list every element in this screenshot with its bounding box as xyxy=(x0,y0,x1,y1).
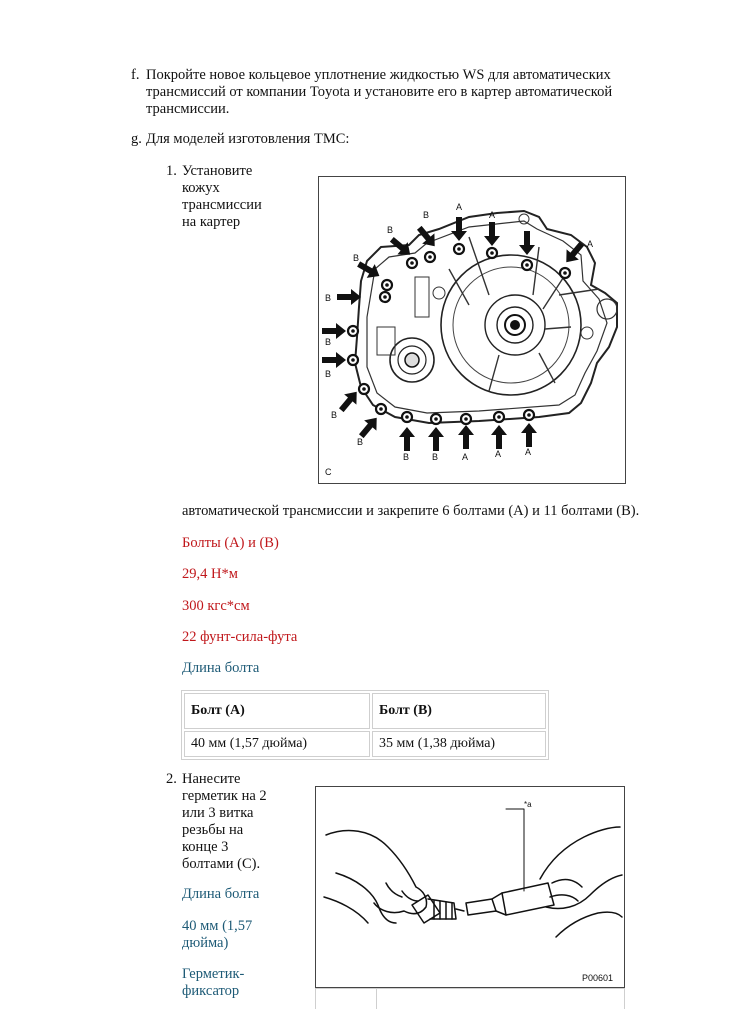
sealant-application-figure xyxy=(315,786,625,988)
sealant-illustration xyxy=(316,787,624,987)
label-a: A xyxy=(587,239,594,249)
step-g-text: Для моделей изготовления TMC: xyxy=(146,131,350,147)
label-b: B xyxy=(357,437,364,447)
label-b: B xyxy=(325,293,332,303)
substep-1-line-1: Установите xyxy=(182,163,253,179)
bolt-length-table xyxy=(181,690,549,760)
table-row xyxy=(184,731,546,757)
substep-2-line-6: болтами (C). xyxy=(182,856,261,872)
substep-2-length-value xyxy=(182,918,252,952)
step-f-text xyxy=(146,67,646,118)
substep-2-line-5: конце 3 xyxy=(182,839,229,855)
step-g-marker: g. xyxy=(131,131,142,147)
length-value-line-2: дюйма) xyxy=(182,935,229,951)
step-f-line-2: трансмиссий от компании Toyota и установите его в картер автоматической xyxy=(146,84,613,100)
table-header-row xyxy=(184,693,546,729)
sealant-title xyxy=(182,966,244,1000)
label-a: A xyxy=(495,449,502,459)
sealant-line-2: фиксатор xyxy=(182,983,240,999)
torque-nm: 29,4 Н*м xyxy=(182,566,238,582)
substep-2-length-title: Длина болта xyxy=(182,886,260,902)
table-cell-bolt-a: 40 мм (1,57 дюйма) xyxy=(184,731,370,757)
label-b: B xyxy=(403,452,410,462)
bolts-spec-title: Болты (A) и (B) xyxy=(182,535,279,551)
substep-2-line-4: резьбы на xyxy=(182,822,244,838)
table-header-bolt-b: Болт (B) xyxy=(372,693,546,729)
substep-1-marker: 1. xyxy=(166,163,177,179)
transmission-case-figure xyxy=(318,176,626,484)
substep-2-marker: 2. xyxy=(166,771,177,787)
label-b: B xyxy=(353,253,360,263)
step-f-marker: f. xyxy=(131,67,140,83)
label-b: B xyxy=(432,452,439,462)
torque-kgf: 300 кгс*см xyxy=(182,598,250,614)
label-b: B xyxy=(423,210,430,220)
step-f-line-3: трансмиссии. xyxy=(146,101,230,117)
label-a: A xyxy=(525,447,532,457)
label-a: A xyxy=(462,452,469,462)
substep-2-line-2: герметик на 2 xyxy=(182,788,267,804)
substep-2-line-3: или 3 витка xyxy=(182,805,254,821)
label-a: A xyxy=(489,210,496,220)
step-f-line-1: Покройте новое кольцевое уплотнение жидкостью WS для автоматических xyxy=(146,67,611,83)
sealant-line-1: Герметик- xyxy=(182,966,245,982)
bolt-length-title: Длина болта xyxy=(182,660,260,676)
label-a: A xyxy=(456,202,463,212)
table-cell-bolt-b: 35 мм (1,38 дюйма) xyxy=(372,731,546,757)
transmission-case-diagram xyxy=(319,177,625,483)
next-table-fragment xyxy=(315,988,625,1009)
substep-1-continuation: автоматической трансмиссии и закрепите 6 болтами (A) и 11 болтами (B). xyxy=(182,503,640,519)
substep-1-line-4: на картер xyxy=(182,214,241,230)
substep-1-text xyxy=(182,163,292,231)
length-value-line-1: 40 мм (1,57 xyxy=(182,918,253,934)
figure-corner-label: C xyxy=(325,467,332,477)
substep-1-line-3: трансмиссии xyxy=(182,197,262,213)
substep-2-text xyxy=(182,771,302,873)
label-b: B xyxy=(325,369,332,379)
label-b: B xyxy=(325,337,332,347)
substep-2-line-1: Нанесите xyxy=(182,771,241,787)
next-table-divider xyxy=(376,989,377,1009)
label-b: B xyxy=(387,225,394,235)
figure-code: P00601 xyxy=(582,973,614,983)
callout-label: *a xyxy=(524,800,532,809)
label-b: B xyxy=(331,410,338,420)
torque-lbf: 22 фунт-сила-фута xyxy=(182,629,298,645)
substep-1-line-2: кожух xyxy=(182,180,220,196)
table-header-bolt-a: Болт (A) xyxy=(184,693,370,729)
